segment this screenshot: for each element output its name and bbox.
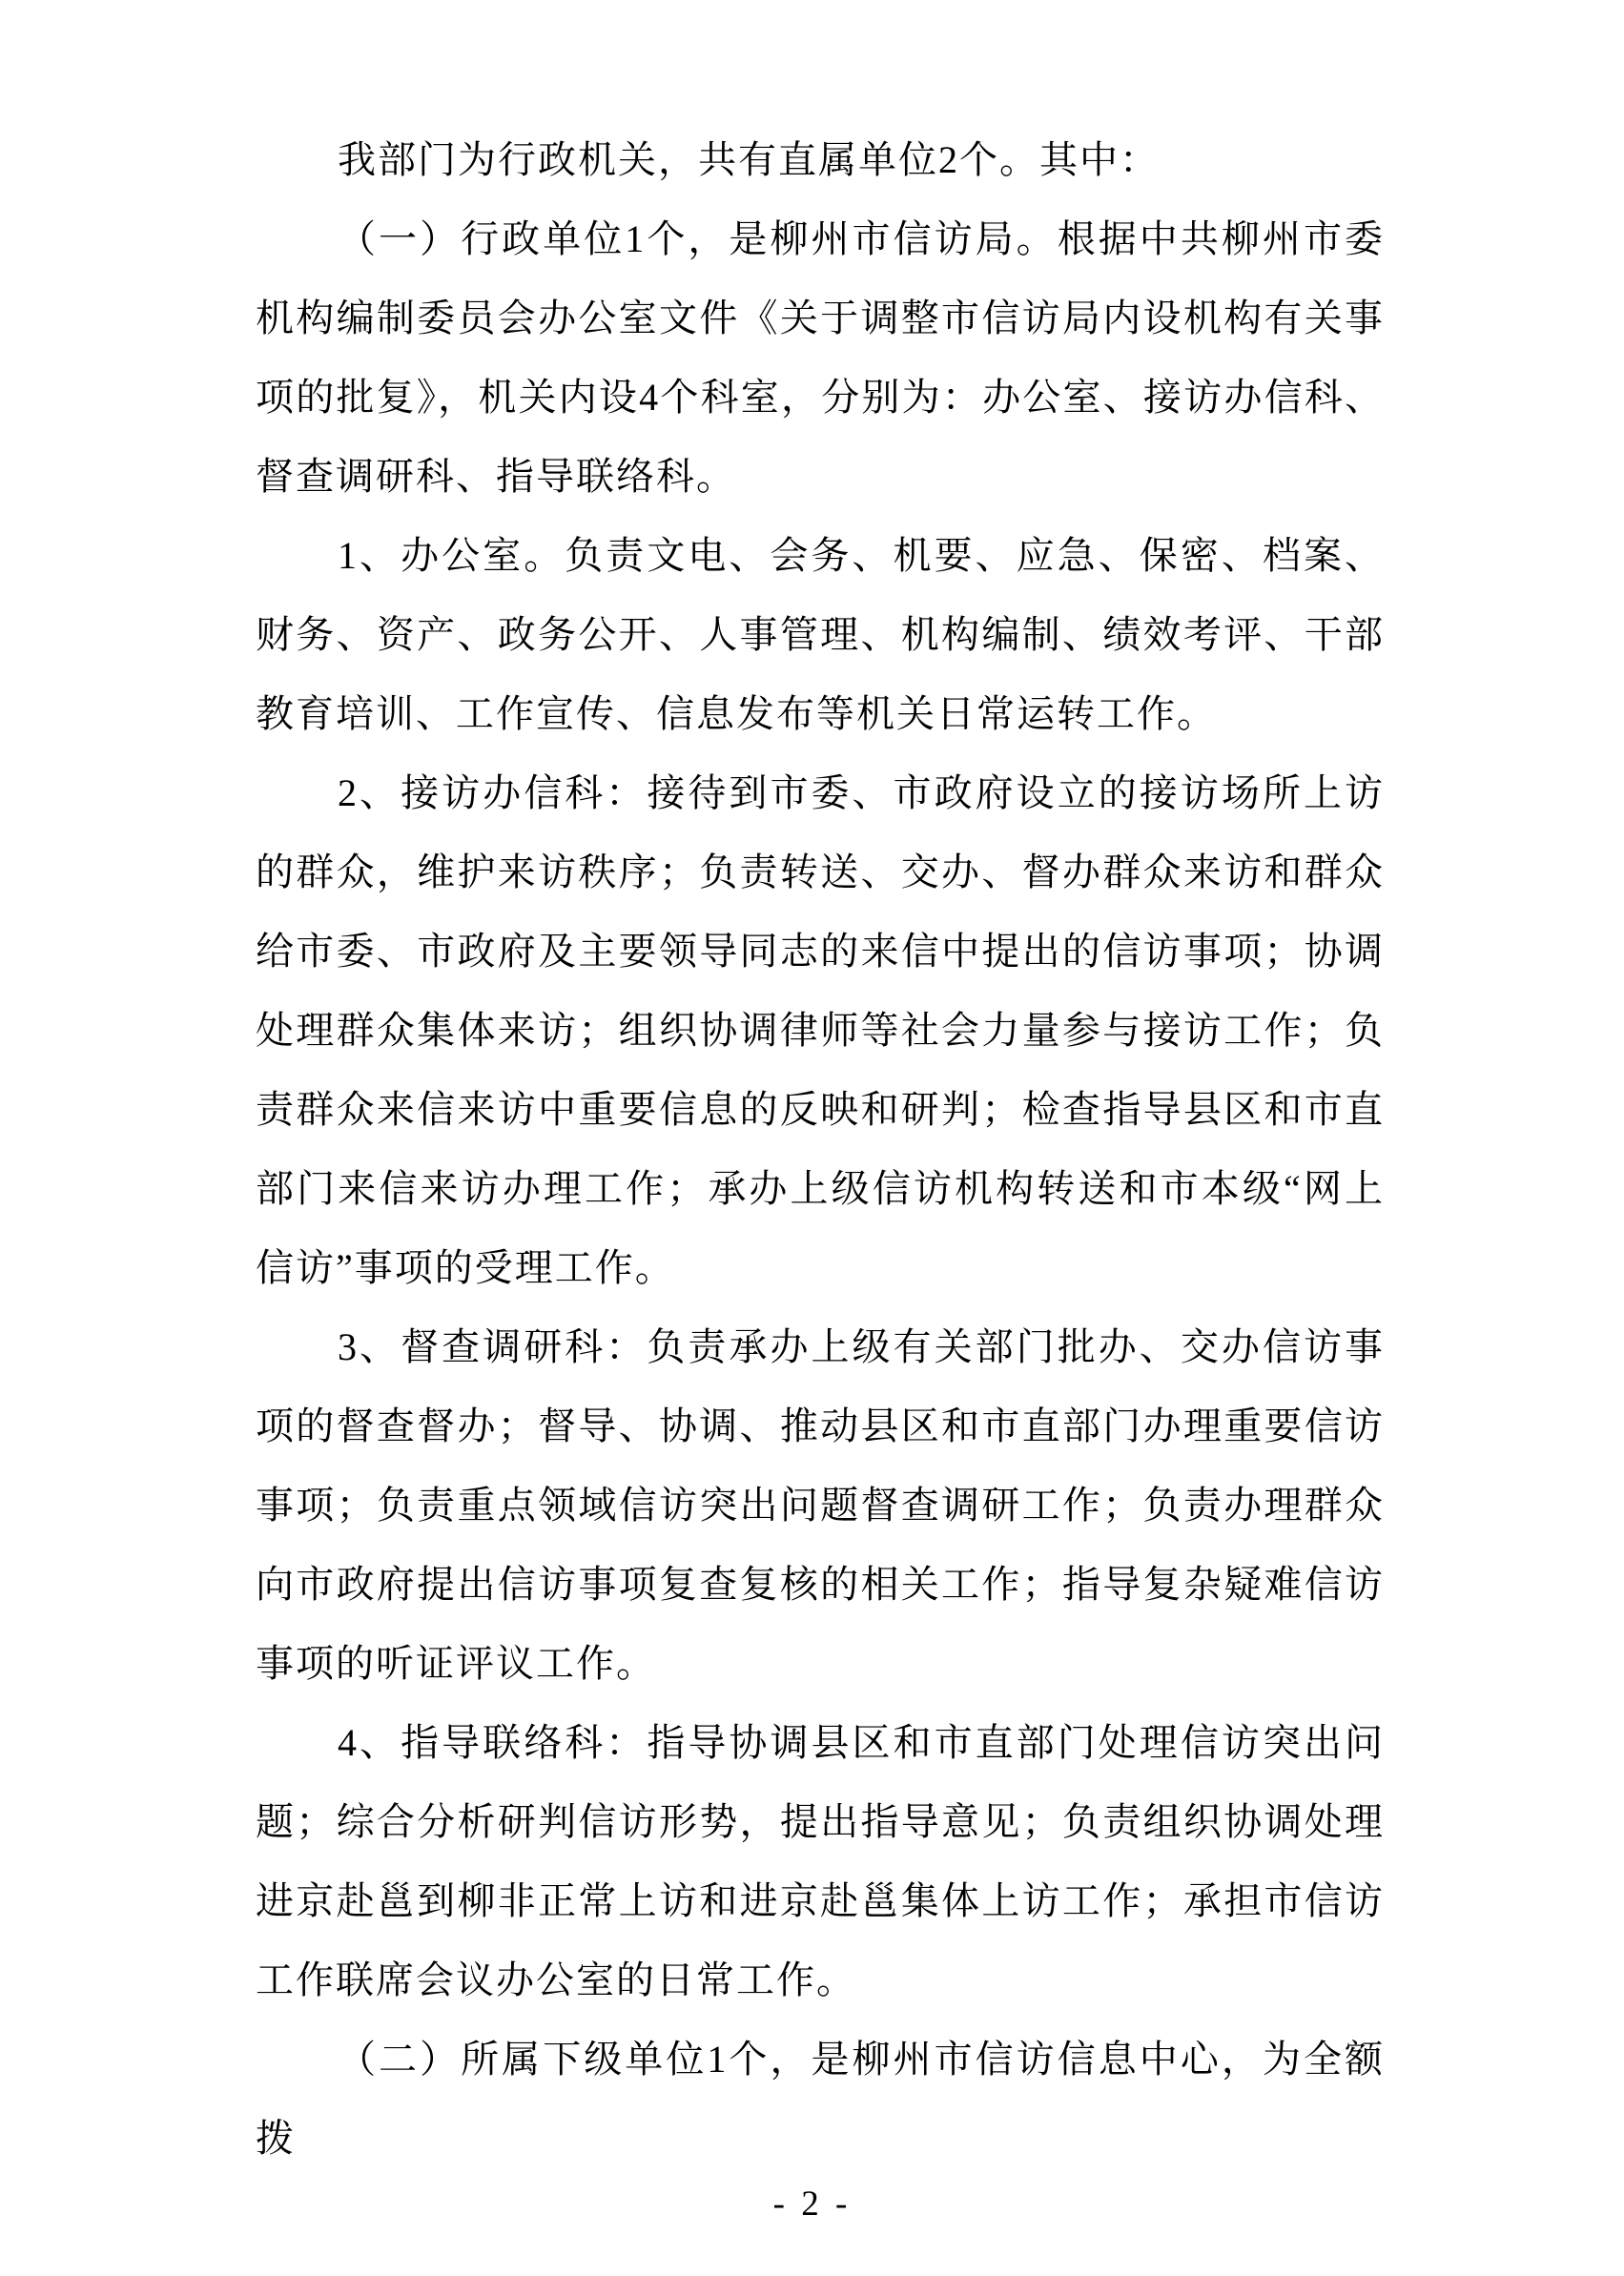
- page-footer: [0, 2184, 1624, 2225]
- page-number: - 2 -: [772, 2184, 852, 2224]
- paragraph-section-1: （一）行政单位1个，是柳州市信访局。根据中共柳州市委机构编制委员会办公室文件《关于调整市信访局内设机构有关事项的批复》，机关内设4个科室，分别为：办公室、接访办信科、督查调研科、指导联络科。: [256, 217, 1385, 498]
- paragraph-item-2-reception: 2、接访办信科：接待到市委、市政府设立的接访场所上访的群众，维护来访秩序；负责转送、交办、督办群众来访和群众给市委、市政府及主要领导同志的来信中提出的信访事项；协调处理群众集体来访；组织协调律师等社会力量参与接访工作；负责群众来信来访中重要信息的反映和研判；检查指导县区和市直部门来信来访办理工作；承办上级信访机构转送和市本级“网上信访”事项的受理工作。: [256, 771, 1385, 1289]
- paragraph-item-4-guidance: 4、指导联络科：指导协调县区和市直部门处理信访突出问题；综合分析研判信访形势，提出指导意见；负责组织协调处理进京赴邕到柳非正常上访和进京赴邕集体上访工作；承担市信访工作联席会议办公室的日常工作。: [256, 1721, 1385, 2001]
- paragraph-item-1-office: 1、办公室。负责文电、会务、机要、应急、保密、档案、财务、资产、政务公开、人事管理、机构编制、绩效考评、干部教育培训、工作宣传、信息发布等机关日常运转工作。: [256, 534, 1385, 735]
- paragraph-section-2: （二）所属下级单位1个，是柳州市信访信息中心，为全额拨: [256, 2038, 1385, 2160]
- paragraph-item-3-supervision: 3、督查调研科：负责承办上级有关部门批办、交办信访事项的督查督办；督导、协调、推动县区和市直部门办理重要信访事项；负责重点领域信访突出问题督查调研工作；负责办理群众向市政府提出信访事项复查复核的相关工作；指导复杂疑难信访事项的听证评议工作。: [256, 1325, 1385, 1685]
- paragraph-intro: 我部门为行政机关，共有直属单位2个。其中：: [338, 138, 1160, 181]
- document-body: [256, 120, 1385, 2178]
